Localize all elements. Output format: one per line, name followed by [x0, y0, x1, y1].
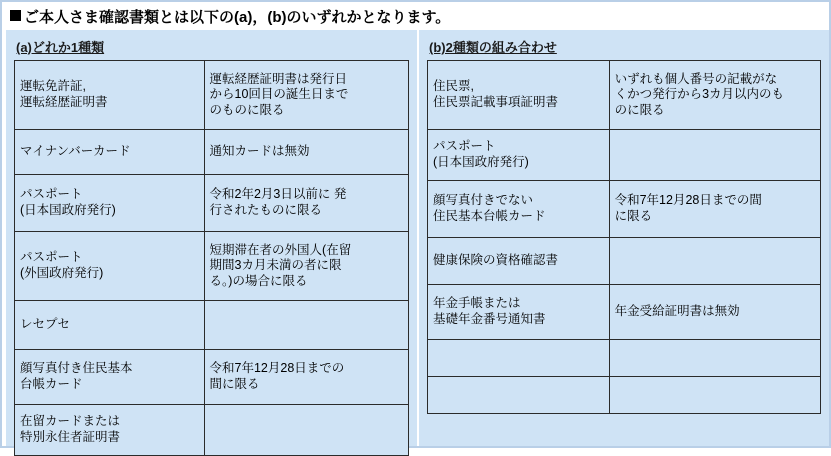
document-name-line: パスポート: [20, 187, 83, 202]
document-name-cell: [15, 232, 205, 301]
panel-left-title: (a)どれか1種類: [16, 40, 105, 55]
document-name-line: 運転経歴証明書: [20, 95, 108, 109]
document-name-line: 運転免許証,: [20, 79, 86, 94]
document-note-cell: [204, 301, 408, 350]
table-row: [15, 350, 409, 405]
table-row: [428, 238, 821, 285]
table-row: [428, 285, 821, 340]
document-note-cell: [204, 61, 408, 130]
document-note-cell: [609, 285, 820, 340]
document-name-line: 住民基本台帳カード: [433, 209, 546, 223]
table-row: [15, 232, 409, 301]
document-name-line: 顔写真付きでない: [433, 193, 534, 208]
document-note-cell: [609, 377, 820, 414]
document-name-line: 住民票記載事項証明書: [433, 95, 559, 109]
document-name-line: 特別永住者証明書: [20, 430, 121, 444]
document-name-cell: [428, 238, 610, 285]
document-name-line: (日本国政府発行): [433, 155, 529, 169]
document-name-line: 在留カードまたは: [20, 414, 121, 429]
table-row: [428, 61, 821, 130]
document-name-line: パスポート: [433, 139, 496, 154]
table-row: [428, 130, 821, 181]
table-row: [15, 130, 409, 175]
table-row: [15, 175, 409, 232]
document-note-line: 間に限る: [209, 377, 260, 391]
document-name-line: 住民票,: [433, 79, 474, 94]
document-note-line: 令和7年12月28日までの間: [614, 193, 762, 208]
table-row: [428, 181, 821, 238]
document-note-line: くかつ発行から3カ月以内のも: [614, 87, 785, 102]
document-name-cell: [15, 130, 205, 175]
document-name-line: パスポート: [20, 250, 83, 265]
document-name-cell: [428, 377, 610, 414]
document-name-cell: [428, 61, 610, 130]
document-note-line: 令和7年12月28日までの: [209, 361, 345, 376]
document-note-cell: [204, 130, 408, 175]
document-note-line: 年金受給証明書は無効: [614, 304, 740, 319]
document-note-line: いずれも個人番号の記載がな: [614, 71, 778, 86]
table-row: [15, 61, 409, 130]
document-name-line: 健康保険の資格確認書: [433, 253, 559, 268]
page-title-text: ご本人さま確認書類とは以下の(a)，(b)のいずれかとなります。: [24, 9, 451, 26]
document-note-cell: [609, 130, 820, 181]
document-note-cell: [204, 175, 408, 232]
document-name-line: 顔写真付き住民基本: [20, 361, 133, 376]
document-note-line: 期間3カ月未満の者に限: [209, 258, 342, 273]
document-note-cell: [609, 61, 820, 130]
document-note-line: に限る: [614, 209, 653, 223]
table-row: [428, 340, 821, 377]
document-note-line: のに限る: [614, 102, 665, 117]
page-title: [10, 6, 450, 27]
panel-two-document-combination: [419, 30, 829, 446]
document-name-cell: [428, 285, 610, 340]
document-note-line: 通知カードは無効: [209, 144, 310, 159]
document-note-cell: [609, 181, 820, 238]
document-note-line: のものに限る: [209, 102, 285, 117]
document-name-cell: [15, 350, 205, 405]
document-name-cell: [428, 340, 610, 377]
document-name-cell: [15, 175, 205, 232]
document-note-line: る。)の場合に限る: [209, 273, 308, 288]
document-note-cell: [609, 340, 820, 377]
square-bullet-icon: [10, 10, 21, 21]
document-name-line: 台帳カード: [20, 377, 83, 391]
document-note-line: 行されたものに限る: [209, 203, 323, 217]
document-name-line: (日本国政府発行): [20, 203, 116, 217]
document-note-line: 短期滞在者の外国人(在留: [209, 242, 352, 257]
panel-right-title: (b)2種類の組み合わせ: [429, 40, 557, 55]
document-name-cell: [428, 181, 610, 238]
document-name-line: 年金手帳または: [433, 296, 521, 311]
document-note-line: 令和2年2月3日以前に 発: [209, 187, 347, 202]
document-name-cell: [15, 301, 205, 350]
document-note-cell: [609, 238, 820, 285]
table-row: [428, 377, 821, 414]
document-name-line: レセプセ: [20, 317, 70, 332]
table-left-documents: [14, 60, 409, 456]
table-row: [15, 301, 409, 350]
document-name-cell: [15, 61, 205, 130]
document-name-line: (外国政府発行): [20, 266, 104, 280]
document-name-line: マイナンバーカード: [20, 144, 131, 159]
table-right-documents: [427, 60, 821, 414]
document-note-cell: [204, 232, 408, 301]
document-note-line: から10回目の誕生日まで: [209, 87, 349, 102]
document-note-cell: [204, 350, 408, 405]
panel-single-document: [6, 30, 417, 446]
document-name-line: 基礎年金番号通知書: [433, 312, 546, 326]
document-note-line: 運転経歴証明書は発行日: [209, 71, 348, 86]
document-name-cell: [428, 130, 610, 181]
